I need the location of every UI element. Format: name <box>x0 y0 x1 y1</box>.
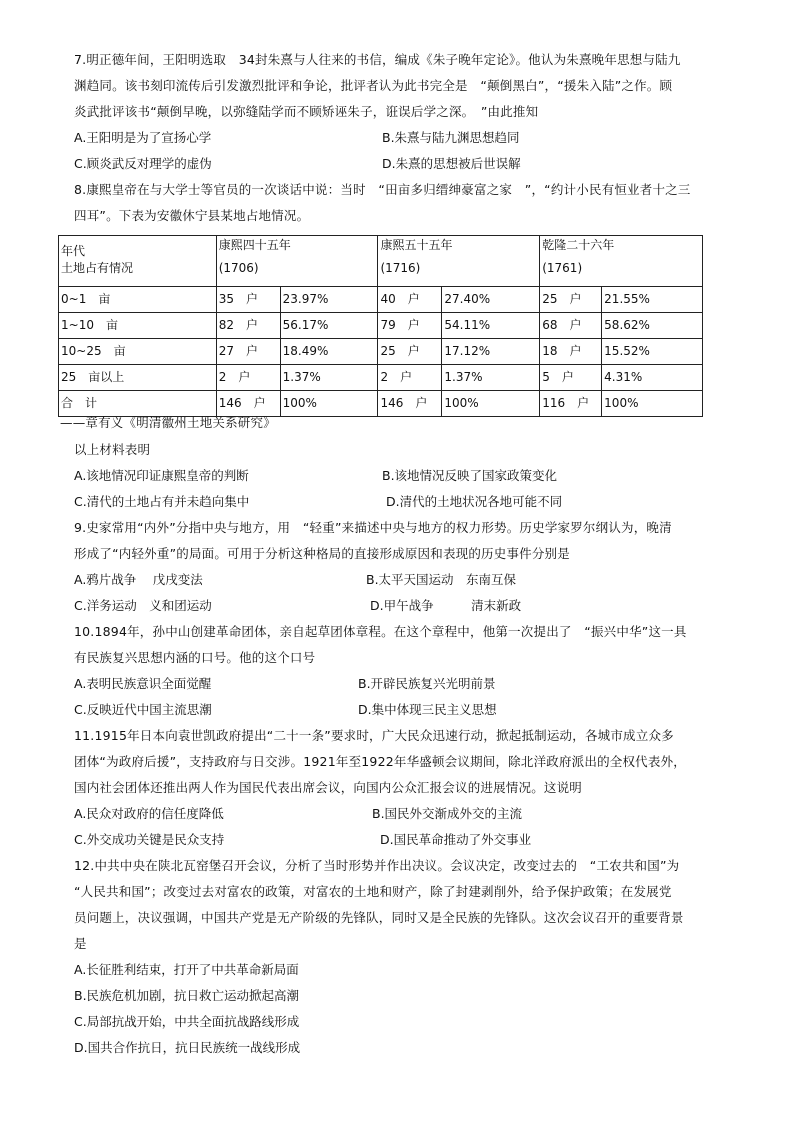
table-cell: 15.52% <box>602 339 703 365</box>
period-year: (1716) <box>380 261 421 275</box>
period-year: (1706) <box>218 261 259 275</box>
table-cell: 23.97% <box>280 287 378 313</box>
table-cell: 2 户 <box>378 365 442 391</box>
q11-stem-line-1: 11.1915年日本向袁世凯政府提出“二十一条”要求时，广大民众迅速行动，掀起抵制运动，各城市成立众多 <box>74 728 674 743</box>
q10-option-b: B.开辟民族复兴光明前景 <box>358 676 496 691</box>
q8-option-b: B.该地情况反映了国家政策变化 <box>382 468 558 483</box>
row-label: 0~1 亩 <box>59 287 217 313</box>
q7-option-b: B.朱熹与陆九渊思想趋同 <box>382 130 520 145</box>
land-ownership-table <box>58 235 703 417</box>
q7-option-a: A.王阳明是为了宣扬心学 <box>74 130 212 145</box>
table-cell: 27.40% <box>442 287 540 313</box>
period-header-2 <box>378 236 540 287</box>
q12-option-b: B.民族危机加剧，抗日救亡运动掀起高潮 <box>74 988 300 1003</box>
q12-option-d: D.国共合作抗日，抗日民族统一战线形成 <box>74 1040 301 1055</box>
period-name: 乾隆二十六年 <box>542 238 615 252</box>
q7-stem-line-3: 炎武批评该书“颠倒早晚，以弥缝陆学而不顾矫诬朱子，诳误后学之深。 ”由此推知 <box>74 104 539 119</box>
q11-option-d: D.国民革命推动了外交事业 <box>380 832 532 847</box>
q8-option-d: D.清代的土地状况各地可能不同 <box>386 494 563 509</box>
table-cell: 1.37% <box>280 365 378 391</box>
q9-option-c: C.洋务运动 义和团运动 <box>74 598 212 613</box>
q12-stem-line-2: “人民共和国”；改变过去对富农的政策，对富农的土地和财产，除了封建剥削外，给予保护政策；在发展党 <box>74 884 672 899</box>
table-cell: 79 户 <box>378 313 442 339</box>
table-cell: 21.55% <box>602 287 703 313</box>
table-cell: 25 户 <box>540 287 602 313</box>
q7-stem-line-2: 渊趋同。该书刻印流传后引发激烈批评和争论，批评者认为此书完全是 “颠倒黑白”，“援朱入陆”之作。顾 <box>74 78 673 93</box>
corner-label-period: 年代 <box>61 244 86 258</box>
table-header-row <box>59 236 703 287</box>
q10-option-c: C.反映近代中国主流思潮 <box>74 702 212 717</box>
table-cell: 68 户 <box>540 313 602 339</box>
q7-stem-line-1: 7.明正德年间，王阳明选取 34封朱熹与人往来的书信，编成《朱子晚年定论》。他认为朱熹晚年思想与陆九 <box>74 52 681 67</box>
table-cell: 82 户 <box>216 313 280 339</box>
table-row <box>59 339 703 365</box>
table-cell: 54.11% <box>442 313 540 339</box>
q7-option-d: D.朱熹的思想被后世误解 <box>382 156 521 171</box>
q10-option-d: D.集中体现三民主义思想 <box>358 702 497 717</box>
table-cell: 17.12% <box>442 339 540 365</box>
q8-prompt: 以上材料表明 <box>74 442 151 457</box>
table-corner-cell <box>59 236 217 287</box>
table-cell: 4.31% <box>602 365 703 391</box>
q10-stem-line-1: 10.1894年，孙中山创建革命团体，亲自起草团体章程。在这个章程中，他第一次提出了 “振兴中华”这一具 <box>74 624 687 639</box>
q8-source-citation: ——章有义《明清徽州土地关系研究》 <box>60 415 276 430</box>
table-cell: 100% <box>280 391 378 417</box>
q10-option-a: A.表明民族意识全面觉醒 <box>74 676 212 691</box>
period-header-3 <box>540 236 703 287</box>
q9-stem-line-1: 9.史家常用“内外”分指中央与地方，用 “轻重”来描述中央与地方的权力形势。历史学家罗尔纲认为，晚清 <box>74 520 672 535</box>
period-name: 康熙五十五年 <box>380 238 453 252</box>
period-header-1 <box>216 236 378 287</box>
q12-option-c: C.局部抗战开始，中共全面抗战路线形成 <box>74 1014 300 1029</box>
q7-option-c: C.顾炎武反对理学的虚伪 <box>74 156 212 171</box>
period-name: 康熙四十五年 <box>218 238 291 252</box>
q11-option-b: B.国民外交渐成外交的主流 <box>372 806 523 821</box>
table-cell: 5 户 <box>540 365 602 391</box>
table-cell: 56.17% <box>280 313 378 339</box>
table-cell: 58.62% <box>602 313 703 339</box>
q12-option-a: A.长征胜利结束，打开了中共革命新局面 <box>74 962 299 977</box>
row-label: 10~25 亩 <box>59 339 217 365</box>
table-cell: 25 户 <box>378 339 442 365</box>
q9-option-a: A.鸦片战争 戊戌变法 <box>74 572 203 587</box>
q11-stem-line-3: 国内社会团体还推出两人作为国民代表出席会议，向国内公众汇报会议的进展情况。这说明 <box>74 780 583 795</box>
q8-option-c: C.清代的土地占有并未趋向集中 <box>74 494 250 509</box>
table-cell: 1.37% <box>442 365 540 391</box>
q11-option-a: A.民众对政府的信任度降低 <box>74 806 224 821</box>
table-cell: 146 户 <box>216 391 280 417</box>
table-cell: 18.49% <box>280 339 378 365</box>
q12-stem-line-3: 员问题上，决议强调，中国共产党是无产阶级的先锋队，同时又是全民族的先锋队。这次会议召开的重要背景 <box>74 910 684 925</box>
period-year: (1761) <box>542 261 583 275</box>
q12-stem-line-1: 12.中共中央在陕北瓦窑堡召开会议，分析了当时形势并作出决议。会议决定，改变过去的 “工农共和国”为 <box>74 858 680 873</box>
q9-stem-line-2: 形成了“内轻外重”的局面。可用于分析这种格局的直接形成原因和表现的历史事件分别是 <box>74 546 570 561</box>
table-cell: 18 户 <box>540 339 602 365</box>
table-cell: 2 户 <box>216 365 280 391</box>
table-cell: 35 户 <box>216 287 280 313</box>
corner-label-land: 土地占有情况 <box>61 261 134 275</box>
table-row <box>59 365 703 391</box>
q8-stem-line-2: 四耳”。下表为安徽休宁县某地占地情况。 <box>74 208 310 223</box>
table-cell: 116 户 <box>540 391 602 417</box>
table-cell: 100% <box>602 391 703 417</box>
q9-option-b: B.太平天国运动 东南互保 <box>366 572 517 587</box>
table-total-row <box>59 391 703 417</box>
table-cell: 146 户 <box>378 391 442 417</box>
q8-stem-line-1: 8.康熙皇帝在与大学士等官员的一次谈话中说：当时 “田亩多归缙绅豪富之家 ”，“约计小民有恒业者十之三 <box>74 182 691 197</box>
table-cell: 40 户 <box>378 287 442 313</box>
table-cell: 100% <box>442 391 540 417</box>
row-label: 1~10 亩 <box>59 313 217 339</box>
q11-stem-line-2: 团体“为政府后援”，支持政府与日交涉。1921年至1922年华盛顿会议期间，除北洋政府派出的全权代表外， <box>74 754 686 769</box>
q12-stem-line-4: 是 <box>74 936 87 951</box>
q8-option-a: A.该地情况印证康熙皇帝的判断 <box>74 468 249 483</box>
row-label: 合 计 <box>59 391 217 417</box>
table-cell: 27 户 <box>216 339 280 365</box>
q11-option-c: C.外交成功关键是民众支持 <box>74 832 225 847</box>
q9-option-d: D.甲午战争 清末新政 <box>370 598 522 613</box>
row-label: 25 亩以上 <box>59 365 217 391</box>
q10-stem-line-2: 有民族复兴思想内涵的口号。他的这个口号 <box>74 650 316 665</box>
table-row <box>59 313 703 339</box>
table-row <box>59 287 703 313</box>
